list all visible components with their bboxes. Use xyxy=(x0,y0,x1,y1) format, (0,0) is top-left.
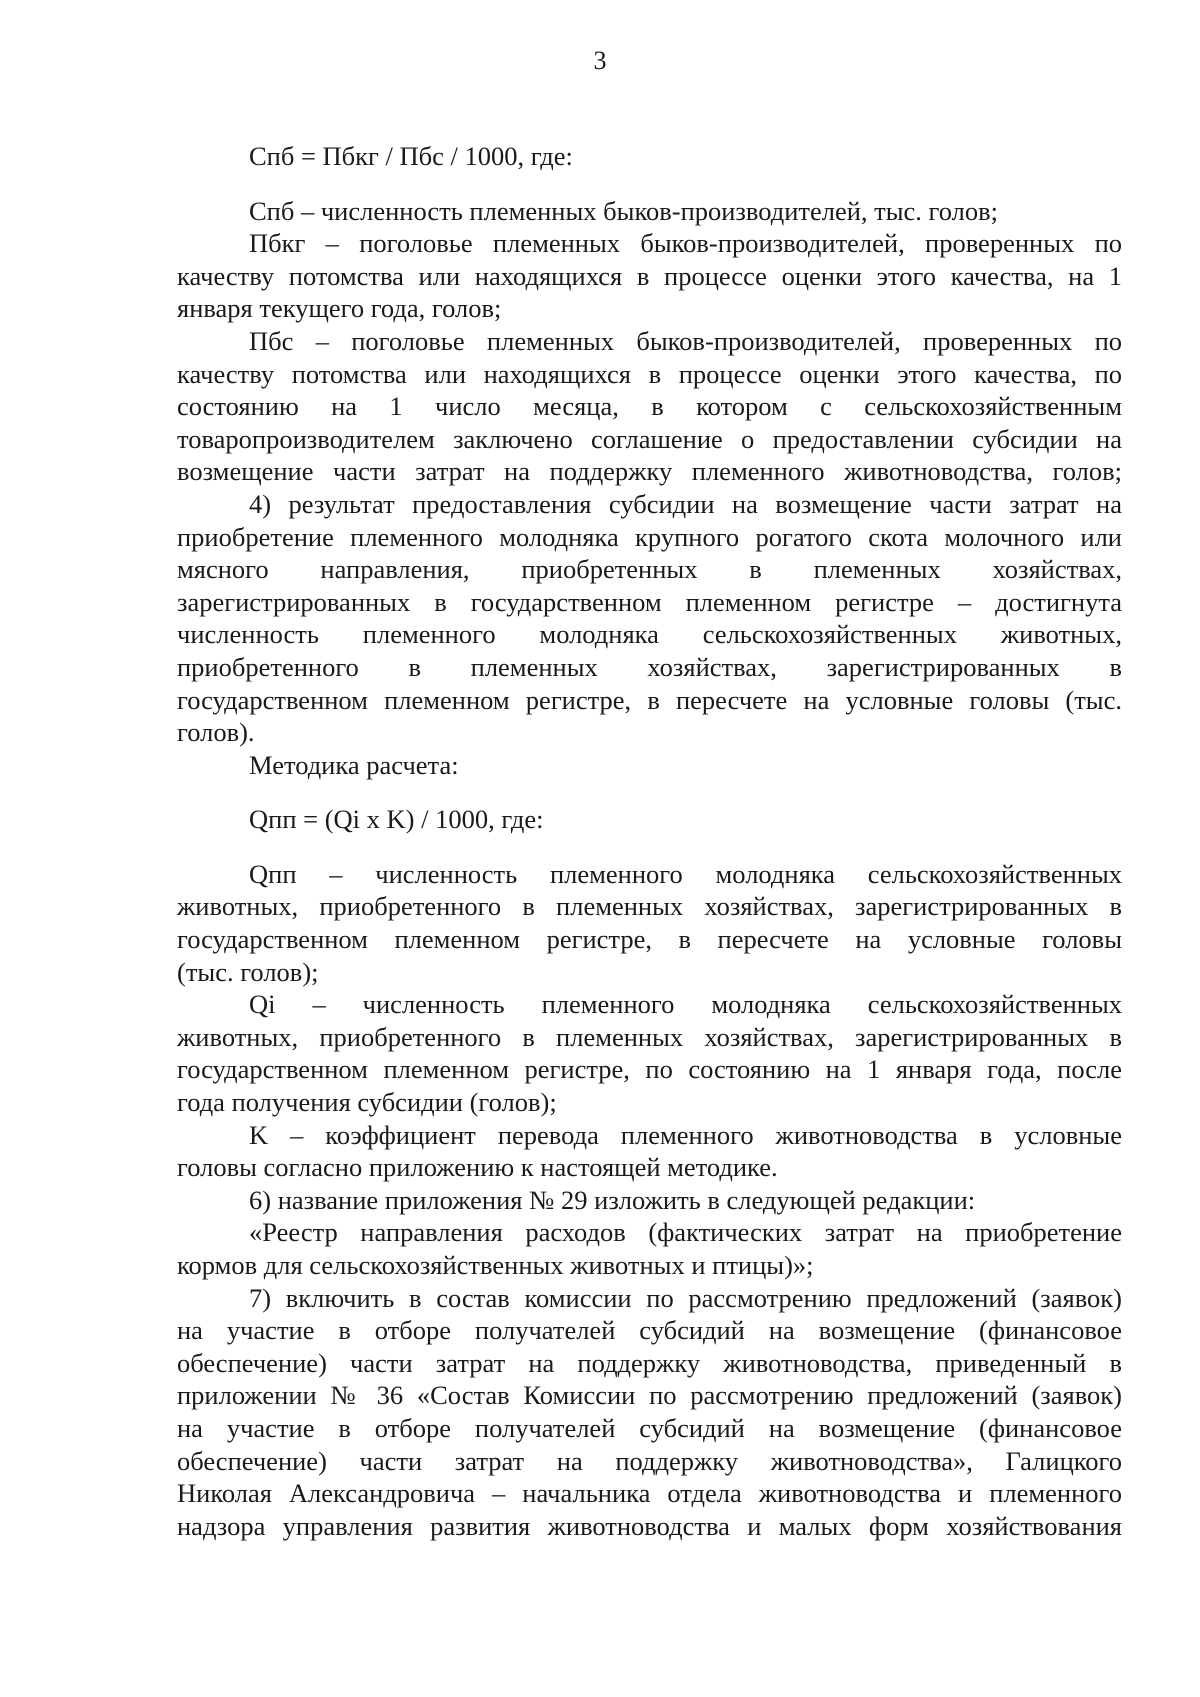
text-line: 6) название приложения № 29 изложить в следующей редакции: xyxy=(249,1184,976,1215)
paragraph xyxy=(177,749,1122,782)
paragraph xyxy=(177,227,1122,325)
page-number: 3 xyxy=(593,46,607,75)
text-line: численность племенного молодняка сельскохозяйственных животных, xyxy=(177,619,1122,650)
text-line: качеству потомства или находящихся в процессе оценки этого качества, на 1 xyxy=(177,260,1122,291)
formula xyxy=(177,140,1122,173)
text-line: 4) результат предоставления субсидии на возмещение части затрат на xyxy=(249,488,1122,519)
text-line: Qпп – численность племенного молодняка сельскохозяйственных xyxy=(249,858,1122,889)
text-line: на участие в отборе получателей субсидий на возмещение (финансовое xyxy=(177,1315,1122,1346)
text-line: возмещение части затрат на поддержку племенного животноводства, голов; xyxy=(177,456,1122,487)
paragraph xyxy=(177,195,1122,228)
text-line: животных, приобретенного в племенных хозяйствах, зарегистрированных в xyxy=(177,891,1122,922)
paragraph xyxy=(177,1282,1122,1543)
text-line: Николая Александровича – начальника отдела животноводства и племенного xyxy=(177,1478,1122,1509)
text-line: приобретение племенного молодняка крупного рогатого скота молочного или xyxy=(177,521,1122,552)
text-line: на участие в отборе получателей субсидий на возмещение (финансовое xyxy=(177,1412,1122,1443)
text-line: (тыс. голов); xyxy=(177,956,319,987)
text-line: года получения субсидии (голов); xyxy=(177,1087,557,1118)
text-line: состоянию на 1 число месяца, в котором с сельскохозяйственным xyxy=(177,391,1122,422)
text-line: государственном племенном регистре, в пересчете на условные головы (тыс. xyxy=(177,684,1122,715)
paragraph xyxy=(177,325,1122,488)
paragraph xyxy=(177,988,1122,1118)
text-line: приобретенного в племенных хозяйствах, зарегистрированных в xyxy=(177,651,1122,682)
text-line: Пбкг – поголовье племенных быков-производителей, проверенных по xyxy=(249,228,1122,259)
text-line: качеству потомства или находящихся в процессе оценки этого качества, по xyxy=(177,358,1122,389)
text-line: государственном племенном регистре, в пересчете на условные головы xyxy=(177,924,1122,955)
text-line: Qпп = (Qi х K) / 1000, где: xyxy=(249,804,544,835)
text-line: Методика расчета: xyxy=(249,749,459,780)
text-line: обеспечение) части затрат на поддержку животноводства», Галицкого xyxy=(177,1445,1122,1476)
paragraph xyxy=(177,488,1122,749)
text-line: K – коэффициент перевода племенного животноводства в условные xyxy=(249,1119,1122,1150)
text-line: голов). xyxy=(177,717,255,748)
paragraph xyxy=(177,858,1122,988)
text-line: зарегистрированных в государственном племенном регистре – достигнута xyxy=(177,586,1122,617)
text-line: кормов для сельскохозяйственных животных и птицы)»; xyxy=(177,1250,814,1280)
text-line: января текущего года, голов; xyxy=(177,293,502,324)
text-line: обеспечение) части затрат на поддержку животноводства, приведенный в xyxy=(177,1347,1122,1378)
text-line: Пбс – поголовье племенных быков-производителей, проверенных по xyxy=(249,325,1122,356)
text-line: Спб = Пбкг / Пбс / 1000, где: xyxy=(249,141,573,171)
paragraph xyxy=(177,1216,1122,1281)
text-line: надзора управления развития животноводства и малых форм хозяйствования xyxy=(177,1510,1122,1541)
paragraph xyxy=(177,1119,1122,1184)
text-line: головы согласно приложению к настоящей методике. xyxy=(177,1152,778,1183)
text-line: мясного направления, приобретенных в племенных хозяйствах, xyxy=(177,554,1122,585)
formula xyxy=(177,803,1122,836)
text-line: «Реестр направления расходов (фактических затрат на приобретение xyxy=(249,1217,1122,1248)
text-line: Qi – численность племенного молодняка сельскохозяйственных xyxy=(249,989,1122,1020)
document-body xyxy=(177,140,1122,1542)
text-line: животных, приобретенного в племенных хозяйствах, зарегистрированных в xyxy=(177,1021,1122,1052)
text-line: товаропроизводителем заключено соглашение о предоставлении субсидии на xyxy=(177,423,1122,454)
paragraph xyxy=(177,1184,1122,1217)
text-line: Спб – численность племенных быков-производителей, тыс. голов; xyxy=(249,195,999,226)
text-line: государственном племенном регистре, по состоянию на 1 января года, после xyxy=(177,1054,1122,1085)
text-line: приложении № 36 «Состав Комиссии по рассмотрению предложений (заявок) xyxy=(177,1380,1122,1411)
text-line: 7) включить в состав комиссии по рассмотрению предложений (заявок) xyxy=(249,1282,1122,1313)
